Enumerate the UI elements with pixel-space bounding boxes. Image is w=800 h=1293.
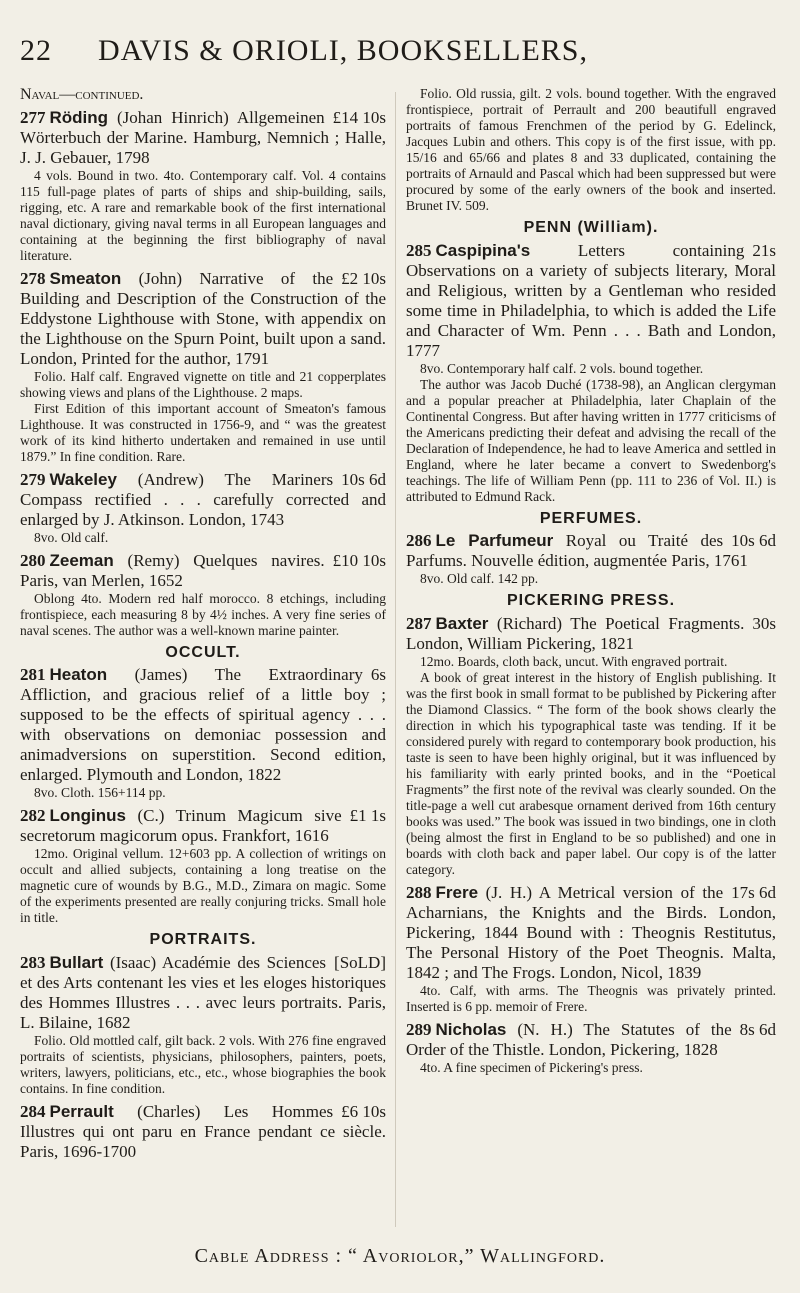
lot-description: 8vo. Cloth. 156+114 pp.: [34, 785, 166, 800]
lot-title: (J. H.) A Metrical version of the Acharnians, the Knights and the Birds. London, Pickering, 1844 Bound with : Theognis Restitutus, The Personal History of the Poet Theognis. Malta, 1842 ; and The Frogs. London, Nicol, 1839: [406, 882, 776, 982]
portraits-lots: [20, 953, 386, 1162]
lot-entry: [20, 1102, 386, 1162]
lot-number: 289: [406, 1019, 432, 1039]
perfumes-lots: [406, 531, 776, 587]
lot-description: 12mo. Original vellum. 12+603 pp. A collection of writings on occult and allied subjects, containing a long treatise on the magnetic cure of wounds by B.G., M.D., Zimara on magic. Some of the experiments presented are really conjuring tricks. Small hole in title.: [20, 846, 386, 925]
lot-number: 279: [20, 469, 46, 489]
lot-entry: [20, 551, 386, 639]
lot-description: 8vo. Contemporary half calf. 2 vols. bound together.: [420, 360, 704, 376]
naval-continued-heading: Naval—continued.: [20, 86, 144, 103]
lot-title: (James) The Extraordinary Affliction, and gracious relief of a little boy ; supposed to be the effects of spiritual agency . . . with observations on demoniac possession and animadversions on superstition. Second edition, enlarged. Plymouth and London, 1822: [20, 665, 386, 784]
lot-title-line: [406, 883, 776, 983]
lot-entry: [20, 665, 386, 801]
lot-author: Wakeley: [49, 469, 117, 489]
naval-lots: [20, 108, 386, 639]
lot-author: Nicholas: [435, 1019, 507, 1039]
lot-entry: [406, 1020, 776, 1076]
lot-author: Le Parfumeur: [435, 531, 554, 550]
lot-title-line: [20, 953, 386, 1033]
lot-title: (Isaac) Académie des Sciences et des Arts contenant les vies et les eloges historiques des Hommes Illustres . . . avec leurs portraits. Paris, L. Bilaine, 1682: [20, 952, 386, 1032]
lot-title: (Andrew) The Mariners Compass rectified . . . carefully corrected and enlarged by J. Atkinson. London, 1743: [20, 469, 386, 529]
lot-author: Longinus: [49, 806, 126, 825]
lot-author: Smeaton: [49, 268, 122, 288]
lot-entry: [406, 241, 776, 505]
perfumes-heading: PERFUMES.: [539, 509, 643, 527]
lot-price: 6s: [370, 665, 386, 684]
lot-author: Baxter: [435, 613, 489, 633]
lot-price: 10s 6d: [341, 469, 386, 489]
lot-number: 282: [20, 806, 46, 825]
lot-title: (C.) Trinum Magicum sive secretorum magicorum opus. Frankfort, 1616: [20, 806, 342, 845]
penn-lots: [406, 241, 776, 505]
lot-title: Royal ou Traité des Parfums. Nouvelle édition, augmentée Paris, 1761: [406, 531, 748, 570]
lot-description: 4 vols. Bound in two. 4to. Contemporary calf. Vol. 4 contains 115 full-page plates of parts of ships and ship-building, sails, rigging, etc. A rare and remarkable book of the first international naval dictionary, giving naval terms in all European languages and containing at the beginning the first bibliography of naval literature.: [20, 167, 386, 263]
lot-title: Letters containing Observations on a variety of subjects literary, Moral and Religious, written by a Gentleman who resided some time in Philadelphia, to which is added the Life and Character of Wm. Penn . . . Bath and London, 1777: [406, 240, 776, 360]
right-column: [406, 86, 776, 1081]
left-column: [20, 86, 386, 1167]
occult-heading: OCCULT.: [165, 643, 241, 661]
lot-price: 10s 6d: [731, 531, 776, 550]
header-title: DAVIS & ORIOLI, BOOKSELLERS,: [98, 34, 588, 67]
lot-author: Bullart: [49, 952, 104, 972]
lot-price: £6 10s: [341, 1101, 386, 1121]
lot-author: Röding: [49, 107, 109, 127]
lot-author: Zeeman: [49, 550, 114, 570]
lot-description: Folio. Old russia, gilt. 2 vols. bound together. With the engraved frontispiece, portrait of Perrault and 200 beautifull engraved portraits of famous Frenchmen of the period by G. Edelinck, Jacques Lubin and others. This copy is of the first issue, with pp. 15/16 and 65/66 and plates 8 and 33 duplicated, containing the portraits of Arnauld and Pascal which had been suppressed but were procured by some of the early owners of the book and inserted. Brunet IV. 509.: [406, 86, 776, 213]
cable-address-footer: Cable Address : “ Avoriolor,” Wallingford.: [194, 1245, 606, 1267]
lot-description: Folio. Half calf. Engraved vignette on title and 21 copperplates showing views and plans of the Lighthouse. 2 maps.: [20, 368, 386, 400]
lot-entry: [20, 806, 386, 926]
lot-description: 12mo. Boards, cloth back, uncut. With engraved portrait.: [420, 653, 728, 669]
lot-author: Heaton: [49, 665, 108, 684]
lot-number: 280: [20, 550, 46, 570]
lot-284-description: [406, 86, 776, 214]
page-number: 22: [20, 34, 52, 67]
occult-lots: [20, 665, 386, 926]
page-header: [20, 34, 780, 74]
lot-price: £10 10s: [332, 550, 386, 570]
lot-number: 281: [20, 665, 46, 684]
lot-price: 8s 6d: [739, 1019, 776, 1039]
lot-title: (Remy) Quelques navires. Paris, van Merlen, 1652: [20, 550, 325, 590]
lot-number: 287: [406, 613, 432, 633]
lot-price: 21s: [752, 240, 776, 260]
lot-entry: [20, 108, 386, 264]
lot-price: £1 1s: [349, 806, 386, 825]
lot-description: Oblong 4to. Modern red half morocco. 8 etchings, including frontispiece, each measuring 8 by 4½ inches. A very fine series of naval scenes. The author was a well-known marine painter.: [20, 590, 386, 638]
lot-number: 288: [406, 882, 432, 902]
lot-title: (Johan Hinrich) Allgemeinen Wörterbuch der Marine. Hamburg, Nemnich ; Halle, J. J. Gebauer, 1798: [20, 107, 386, 167]
lot-title: (N. H.) The Statutes of the Order of the Thistle. London, Pickering, 1828: [406, 1019, 732, 1059]
lot-title: (Richard) The Poetical Fragments. London, William Pickering, 1821: [406, 613, 745, 653]
lot-title-line: [20, 470, 386, 530]
lot-number: 285: [406, 240, 432, 260]
lot-title: (John) Narrative of the Building and Description of the Construction of the Eddystone Lighthouse with Stone, with appendix on the Lighthouse on the Spurn Point, built upon a sand. London, Printed for the author, 1791: [20, 268, 386, 368]
lot-number: 283: [20, 952, 46, 972]
lot-description: Folio. Old mottled calf, gilt back. 2 vols. With 276 fine engraved portraits of scientists, physicians, philosophers, painters, poets, writers, lawyers, politicians, etc., etc., whose biographies the book contains. In fine condition.: [20, 1032, 386, 1096]
lot-price: £14 10s: [332, 107, 386, 127]
lot-entry: [20, 470, 386, 546]
lot-title-line: [20, 1102, 386, 1162]
lot-title-line: [20, 108, 386, 168]
lot-title-line: [406, 531, 776, 571]
lot-number: 278: [20, 268, 46, 288]
lot-title-line: [20, 665, 386, 785]
lot-note: First Edition of this important account of Smeaton's famous Lighthouse. It was constructed in 1756-9, and “ was the greatest work of its kind hitherto undertaken and remained in use until 1879.” In fine condition. Rare.: [20, 400, 386, 464]
lot-title-line: [20, 269, 386, 369]
lot-price: 17s 6d: [731, 882, 776, 902]
lot-note: A book of great interest in the history of English publishing. It was the first book in small format to be published by Pickering after the Diamond Classics. “ The form of the book shows clearly the direction in which his typographical taste was tending. If it be considered purely with regard to contemporary book production, his taste is seen to have been highly original, but it was influenced by his familiarity with early printed books, and in the “Poetical Fragments” the first note of the revival was clearly sounded. On the title-page a well cut arabesque ornament derived from 16th century books was used.” The book was issued in two bindings, one in cloth (being almost the first in England to be so published) and one in boards with cloth back and paper label. Our copy is of the latter category.: [406, 669, 776, 877]
pickering-heading: PICKERING PRESS.: [506, 592, 676, 609]
lot-title: (Charles) Les Hommes Illustres qui ont paru en France pendant ce siècle. Paris, 1696-1700: [20, 1101, 386, 1161]
lot-description: 8vo. Old calf.: [34, 529, 109, 545]
lot-description: 8vo. Old calf. 142 pp.: [420, 571, 539, 586]
lot-note: The author was Jacob Duché (1738-98), an Anglican clergyman and a popular preacher at Philadelphia, later Chaplain of the Continental Congress. But after having written in 1777 criticisms of the Americans predicting their defeat and advising the recall of the Declaration of Independence, he had to leave America and settled in England, where he later became a convert to Swedenborg's teachings. The life of William Penn (pp. 111 to 236 of Vol. II.) is attributed to Edmund Rack.: [406, 376, 776, 504]
penn-heading: PENN (William).: [523, 219, 659, 236]
lot-number: 286: [406, 531, 432, 550]
lot-entry: [406, 883, 776, 1015]
lot-description: 4to. A fine specimen of Pickering's press.: [420, 1059, 643, 1075]
lot-title-line: [20, 806, 386, 846]
column-divider: [395, 92, 396, 1227]
portraits-heading: PORTRAITS.: [149, 931, 257, 948]
lot-title-line: [20, 551, 386, 591]
lot-title-line: [406, 1020, 776, 1060]
lot-price: 30s: [752, 613, 776, 633]
lot-title-line: [406, 241, 776, 361]
lot-number: 284: [20, 1101, 46, 1121]
lot-entry: [406, 531, 776, 587]
lot-price: [SoLD]: [334, 952, 386, 972]
lot-author: Caspipina's: [435, 240, 531, 260]
lot-entry: [20, 953, 386, 1097]
pickering-lots: [406, 614, 776, 1076]
lot-author: Perrault: [49, 1101, 114, 1121]
lot-price: £2 10s: [341, 268, 386, 288]
lot-number: 277: [20, 107, 46, 127]
lot-entry: [406, 614, 776, 878]
lot-description: 4to. Calf, with arms. The Theognis was privately printed. Inserted is 6 pp. memoir of Frere.: [406, 982, 776, 1014]
lot-title-line: [406, 614, 776, 654]
lot-entry: [20, 269, 386, 465]
lot-author: Frere: [435, 882, 479, 902]
